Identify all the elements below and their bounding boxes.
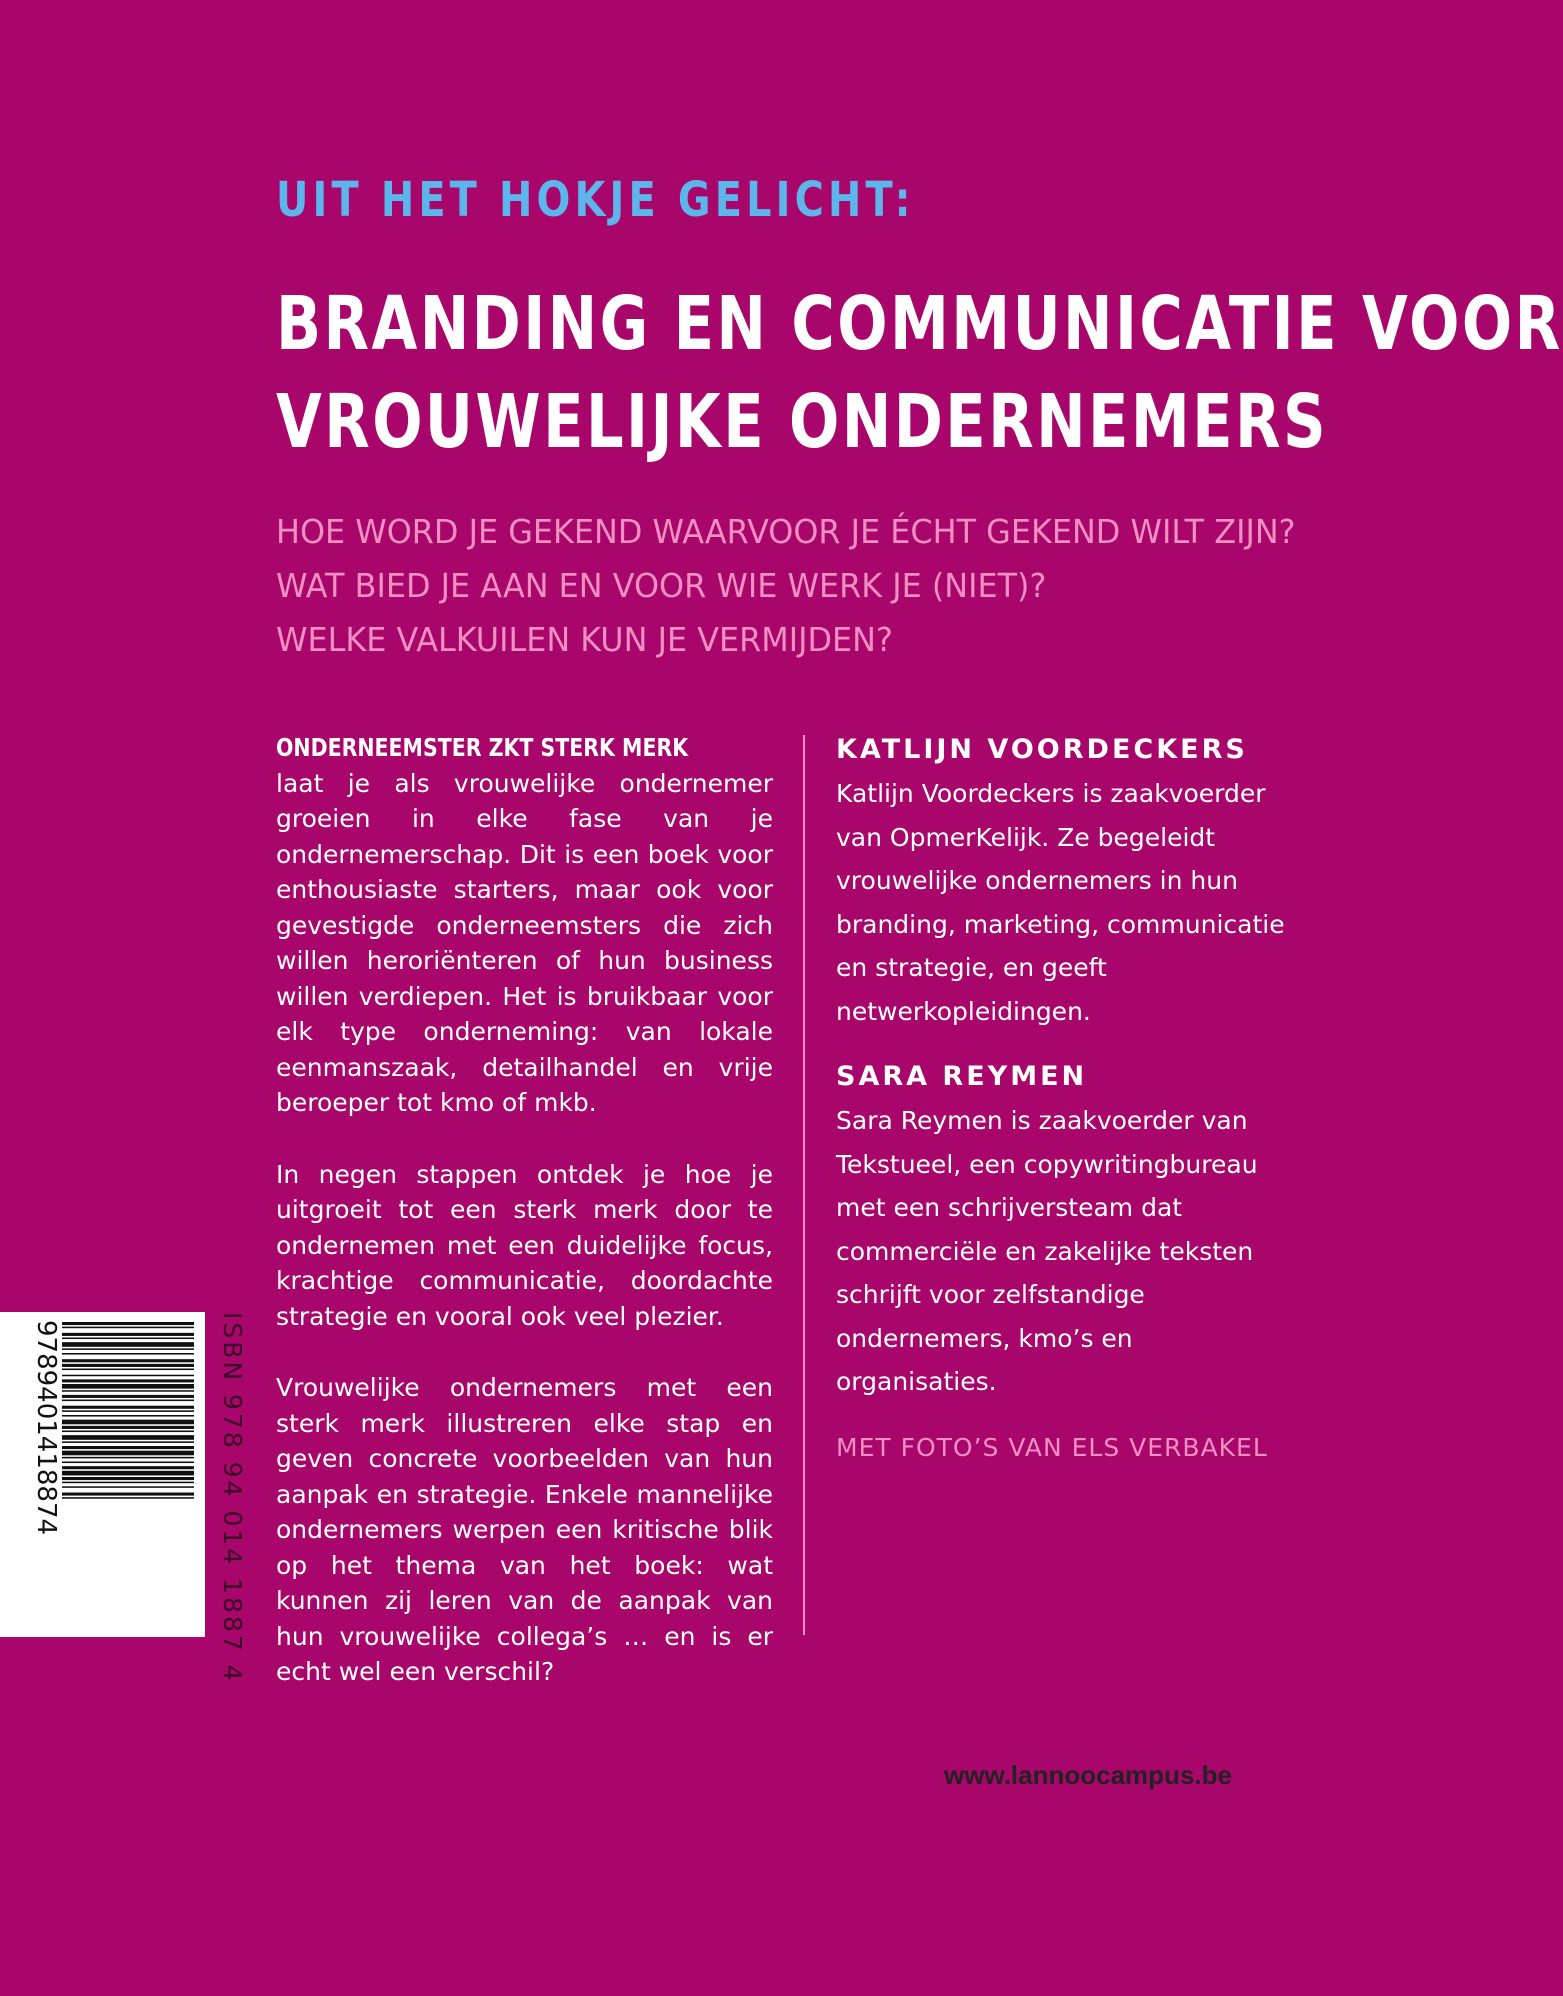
barcode-bar xyxy=(62,1482,194,1484)
barcode-bar xyxy=(62,1384,194,1389)
barcode-bar xyxy=(62,1497,194,1499)
barcode-bar xyxy=(62,1327,194,1329)
author-2-name: SARA REYMEN xyxy=(836,1061,1088,1092)
barcode-bar xyxy=(62,1462,194,1464)
author-2 xyxy=(836,1055,1286,1404)
blurb-paragraph-2: In negen stappen ontdek je hoe je uitgroeit tot een sterk merk door te ondernemen met een duidelijke focus, krachtige communicatie, doordachte strategie en vooral ook veel plezier. xyxy=(276,1159,773,1331)
blurb-paragraph-1 xyxy=(276,730,773,1121)
cover-title xyxy=(276,275,1563,471)
photo-credit: MET FOTO’S VAN ELS VERBAKEL xyxy=(836,1432,1268,1462)
barcode-bar xyxy=(62,1342,194,1347)
barcode-graphic xyxy=(0,1312,205,1637)
barcode-bar xyxy=(62,1395,194,1398)
barcode xyxy=(0,1312,205,1637)
barcode-bar xyxy=(62,1466,194,1469)
barcode-bar xyxy=(62,1435,194,1440)
barcode-bar xyxy=(62,1359,194,1362)
barcode-bar xyxy=(62,1322,194,1325)
isbn-label xyxy=(218,1312,258,1684)
barcode-bar xyxy=(62,1426,194,1429)
book-title-lead: ONDERNEEMSTER ZKT STERK MERK xyxy=(276,733,689,762)
barcode-bar xyxy=(62,1477,194,1480)
blurb-paragraph-1-text: laat je als vrouwelijke ondernemer groeien in elke fase van je ondernemerschap. Dit is een boek voor enthousiaste starters, maar ook voor gevestigde onderneemsters die zich willen heroriënteren of hun business willen verdiepen. Het is bruikbaar voor elk type onderneming: van lokale eenmanszaak, detailhandel en vrije beroeper tot kmo of mkb. xyxy=(276,768,773,1117)
barcode-bar xyxy=(62,1457,194,1459)
barcode-bar xyxy=(62,1471,194,1476)
author-2-bio: Sara Reymen is zaakvoerder van Tekstueel, een copywritingbureau met een schrijversteam dat commerciële en zakelijke teksten schrijft voor zelfstandige ondernemers, kmo’s en organisaties. xyxy=(836,1106,1258,1396)
barcode-bar xyxy=(62,1451,194,1456)
blurb-paragraph-3: Vrouwelijke ondernemers met een sterk merk illustreren elke stap en geven concrete voorbeelden van hun aanpak en strategie. Enkele mannelijke ondernemers werpen een kritische blik op het thema van het boek: wat kunnen zij leren van de aanpak van hun vrouwelijke collega’s … en is er echt wel een verschil? xyxy=(276,1373,773,1686)
authors-column xyxy=(836,728,1286,1469)
barcode-bar xyxy=(62,1369,194,1371)
barcode-bar xyxy=(62,1364,194,1367)
barcode-bar xyxy=(62,1390,194,1392)
question-1: HOE WORD JE GEKEND WAARVOOR JE ÉCHT GEKEND WILT ZIJN? xyxy=(276,512,1296,551)
column-divider xyxy=(803,735,805,1635)
barcode-bar xyxy=(62,1379,194,1382)
author-1-name: KATLIJN VOORDECKERS xyxy=(836,734,1248,765)
barcode-bar xyxy=(62,1353,194,1355)
barcode-bar xyxy=(62,1441,194,1443)
barcode-bar xyxy=(62,1420,194,1425)
author-1-bio: Katlijn Voordeckers is zaakvoerder van OpmerKelijk. Ze begeleidt vrouwelijke ondernemers in hun branding, marketing, communicatie en strategie, en geeft netwerkopleidingen. xyxy=(836,779,1285,1026)
publisher-website: www.lannoocampus.be xyxy=(944,1760,1232,1790)
barcode-bar xyxy=(62,1406,194,1409)
barcode-bars xyxy=(62,1322,194,1499)
barcode-bar xyxy=(62,1338,194,1340)
barcode-bar xyxy=(62,1446,194,1449)
isbn-text: ISBN 978 94 014 1887 4 xyxy=(218,1312,247,1684)
barcode-bar xyxy=(62,1486,194,1488)
blurb-column xyxy=(276,730,773,1726)
barcode-bar xyxy=(62,1375,194,1377)
question-3: WELKE VALKUILEN KUN JE VERMIJDEN? xyxy=(276,620,893,659)
cover-title-line2: VROUWELIJKE ONDERNEMERS xyxy=(276,379,1329,465)
cover-title-line1: BRANDING EN COMMUNICATIE VOOR xyxy=(276,281,1563,367)
author-1 xyxy=(836,728,1286,1033)
barcode-digits: 9789401418874 xyxy=(31,1320,61,1536)
cover-kicker: UIT HET HOKJE GELICHT: xyxy=(276,172,915,228)
barcode-bar xyxy=(62,1348,194,1350)
cover-questions xyxy=(276,505,1296,667)
question-2: WAT BIED JE AAN EN VOOR WIE WERK JE (NIET)? xyxy=(276,566,1047,605)
barcode-bar xyxy=(62,1410,194,1412)
barcode-bar xyxy=(62,1431,194,1433)
barcode-bar xyxy=(62,1333,194,1336)
barcode-bar xyxy=(62,1400,194,1402)
barcode-bar xyxy=(62,1493,194,1496)
barcode-bar xyxy=(62,1415,194,1417)
